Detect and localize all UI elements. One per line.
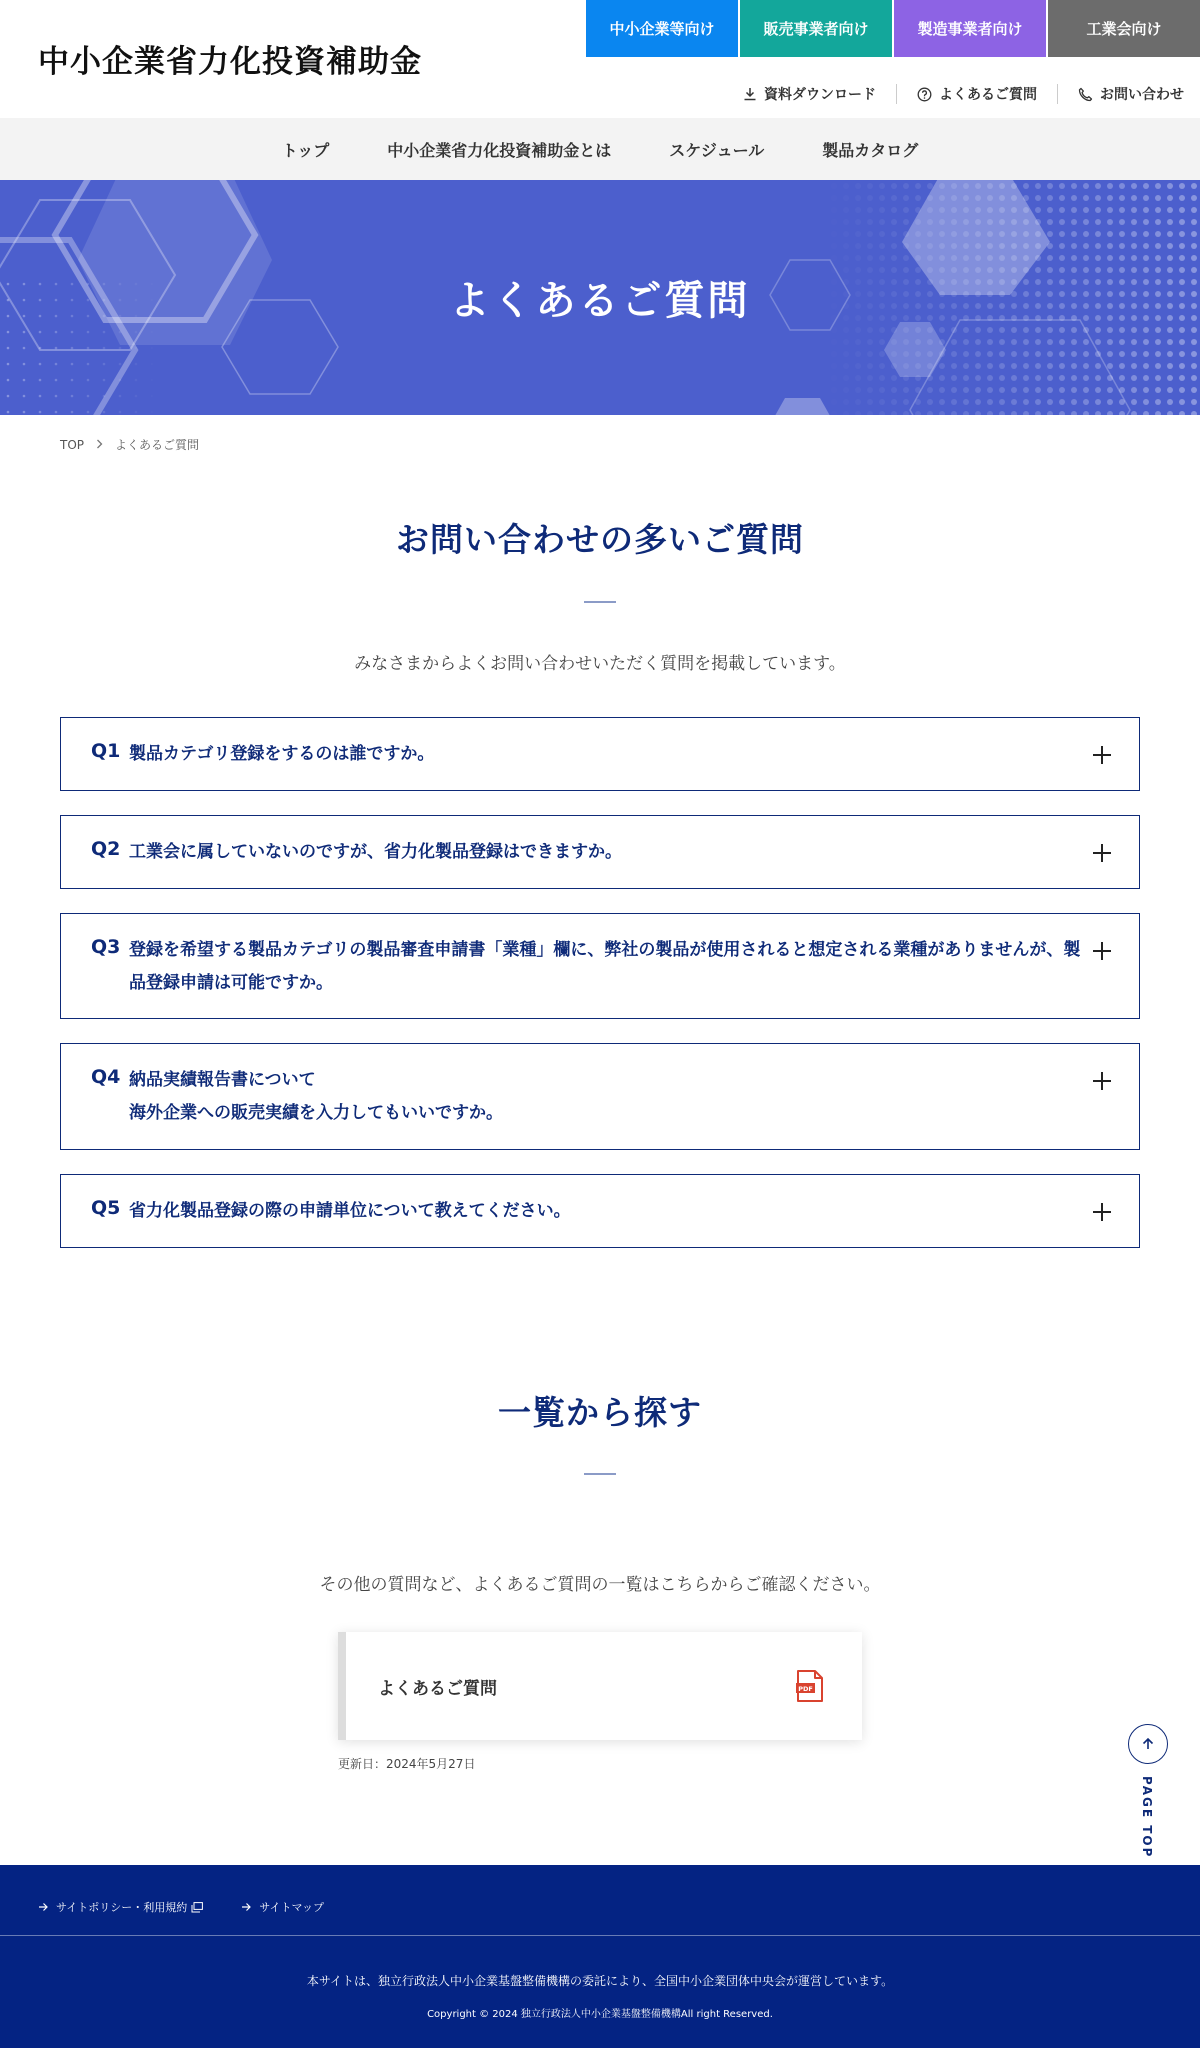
audience-tab-industry-association[interactable]: 工業会向け <box>1048 0 1200 57</box>
breadcrumb-current: よくあるご質問 <box>115 438 200 452</box>
faq-question-line: 海外企業への販売実績を入力してもいいですか。 <box>129 1103 503 1123</box>
faq-number: Q3 <box>91 936 121 958</box>
utility-links <box>723 84 1184 104</box>
audience-tab-manufacturer[interactable]: 製造事業者向け <box>894 0 1046 57</box>
contact-link-label: お問い合わせ <box>1100 87 1184 103</box>
nav-item-catalog[interactable]: 製品カタログ <box>822 140 919 160</box>
plus-icon[interactable] <box>1093 844 1111 862</box>
faq-section-title: お問い合わせの多いご質問 <box>396 520 804 559</box>
faq-number: Q5 <box>91 1197 121 1219</box>
question-icon <box>917 87 932 102</box>
title-divider <box>584 601 616 603</box>
faq-item-3[interactable] <box>60 913 1140 1019</box>
footer-link-label: サイトマップ <box>259 1901 325 1914</box>
pdf-icon <box>796 1670 824 1702</box>
nav-item-schedule[interactable]: スケジュール <box>669 140 765 160</box>
list-section-lead: その他の質問など、よくあるご質問の一覧はこちらからご確認ください。 <box>319 1575 881 1595</box>
audience-tabs <box>586 0 1200 57</box>
footer-link-sitemap[interactable] <box>241 1899 324 1915</box>
download-link[interactable] <box>723 84 896 104</box>
faq-question: 工業会に属していないのですが、省力化製品登録はできますか。 <box>129 842 622 862</box>
faq-item-5[interactable] <box>60 1174 1140 1248</box>
plus-icon[interactable] <box>1093 746 1111 764</box>
site-header <box>0 0 1200 118</box>
faq-question <box>129 1064 1109 1130</box>
faq-pdf-label: よくあるご質問 <box>378 1679 497 1699</box>
faq-question: 省力化製品登録の際の申請単位について教えてください。 <box>129 1201 571 1221</box>
arrow-right-icon <box>241 1902 251 1912</box>
download-icon <box>743 87 757 101</box>
faq-section-lead: みなさまからよくお問い合わせいただく質問を掲載しています。 <box>354 654 846 674</box>
footer-divider <box>0 1935 1200 1936</box>
faq-question: 登録を希望する製品カテゴリの製品審査申請書「業種」欄に、弊社の製品が使用されると想定される業種がありませんが、製品登録申請は可能ですか。 <box>129 940 1081 993</box>
footer-link-site-policy[interactable] <box>38 1899 211 1915</box>
hero-title: よくあるご質問 <box>449 278 751 324</box>
faq-item-4[interactable] <box>60 1043 1140 1150</box>
plus-icon[interactable] <box>1093 1072 1111 1090</box>
faq-number: Q4 <box>91 1066 121 1088</box>
faq-pdf-card[interactable] <box>338 1632 862 1740</box>
breadcrumb-top[interactable]: TOP <box>60 437 85 452</box>
plus-icon[interactable] <box>1093 942 1111 960</box>
site-footer <box>0 1865 1200 2048</box>
external-link-icon <box>191 1902 203 1913</box>
contact-link[interactable] <box>1057 84 1184 104</box>
arrow-right-icon <box>38 1902 48 1912</box>
faq-question-line: 納品実績報告書について <box>129 1070 316 1090</box>
global-nav <box>0 118 1200 180</box>
footer-links <box>38 1899 354 1915</box>
page-top-button[interactable] <box>1128 1724 1168 1859</box>
faq-link[interactable] <box>896 84 1057 104</box>
updated-date: 更新日：2024年5月27日 <box>338 1757 476 1771</box>
copyright: Copyright © 2024 独立行政法人中小企業基盤整備機構All right Reserved. <box>427 2009 773 2020</box>
phone-icon <box>1078 87 1093 102</box>
faq-number: Q1 <box>91 740 121 762</box>
plus-icon[interactable] <box>1093 1203 1111 1221</box>
footer-operator-note: 本サイトは、独立行政法人中小企業基盤整備機構の委託により、全国中小企業団体中央会が運営しています。 <box>306 1974 894 1988</box>
faq-link-label: よくあるご質問 <box>939 87 1037 103</box>
title-divider <box>584 1473 616 1475</box>
footer-link-label: サイトポリシー・利用規約 <box>56 1901 188 1914</box>
download-link-label: 資料ダウンロード <box>764 87 876 103</box>
audience-tab-sme[interactable]: 中小企業等向け <box>586 0 738 57</box>
site-title[interactable]: 中小企業省力化投資補助金 <box>38 44 422 80</box>
hero-banner <box>0 180 1200 415</box>
faq-question: 製品カテゴリ登録をするのは誰ですか。 <box>129 744 435 764</box>
audience-tab-vendor[interactable]: 販売事業者向け <box>740 0 892 57</box>
breadcrumb <box>60 436 199 453</box>
faq-number: Q2 <box>91 838 121 860</box>
nav-item-about[interactable]: 中小企業省力化投資補助金とは <box>387 140 612 160</box>
faq-item-1[interactable] <box>60 717 1140 791</box>
pdf-icon-text: PDF <box>798 1685 813 1693</box>
faq-item-2[interactable] <box>60 815 1140 889</box>
page-top-circle[interactable] <box>1128 1724 1168 1764</box>
nav-item-top[interactable]: トップ <box>281 140 330 160</box>
chevron-right-icon <box>96 438 103 452</box>
page-top-label[interactable]: PAGE TOP <box>1140 1776 1154 1859</box>
list-section-title: 一覧から探す <box>498 1393 702 1432</box>
arrow-up-icon <box>1141 1737 1155 1751</box>
